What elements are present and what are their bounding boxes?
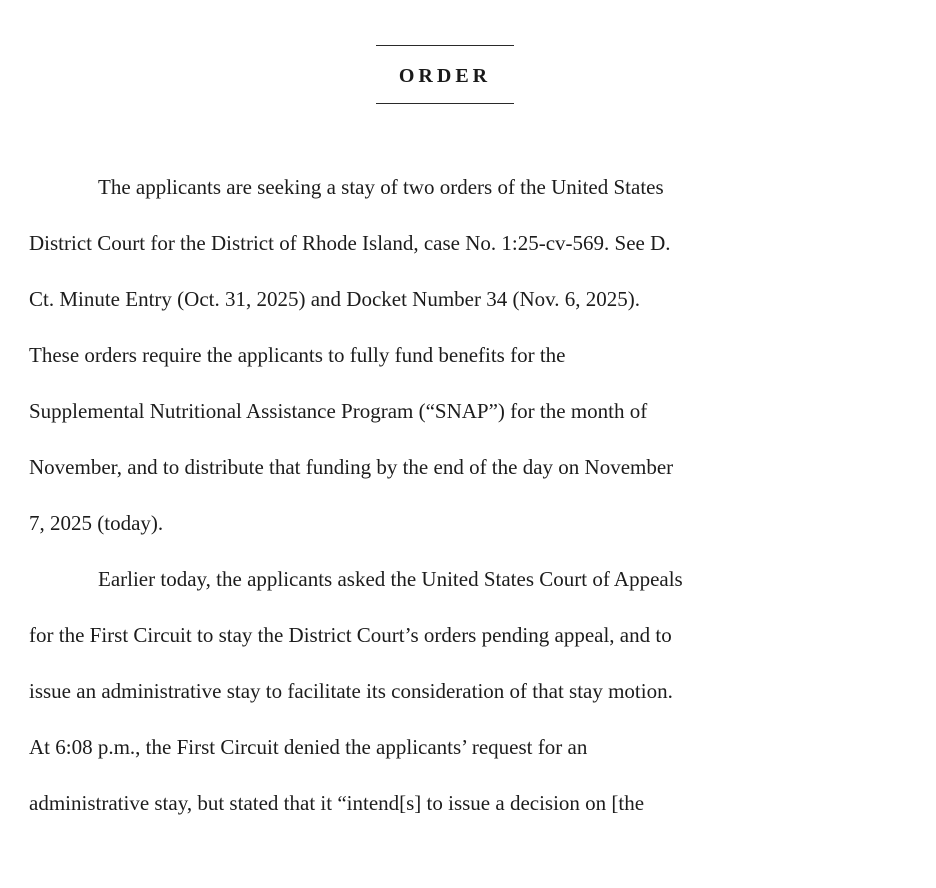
- order-heading: ORDER: [398, 65, 492, 87]
- order-heading-block: [376, 44, 514, 106]
- paragraph-1-line-5: Supplemental Nutritional Assistance Program (“SNAP”) for the month of: [29, 399, 648, 423]
- paragraph-2-line-2: for the First Circuit to stay the District Court’s orders pending appeal, and to: [29, 623, 672, 647]
- paragraph-2-line-1: Earlier today, the applicants asked the United States Court of Appeals: [98, 567, 683, 591]
- paragraph-1-line-2: District Court for the District of Rhode Island, case No. 1:25-cv-569. See D.: [29, 231, 671, 255]
- paragraph-1-line-4: These orders require the applicants to fully fund benefits for the: [29, 343, 566, 367]
- paragraph-2-line-3: issue an administrative stay to facilitate its consideration of that stay motion.: [29, 679, 673, 703]
- heading-top-rule: [376, 45, 514, 46]
- paragraph-1-line-6: November, and to distribute that funding by the end of the day on November: [29, 455, 674, 479]
- heading-bottom-rule: [376, 103, 514, 104]
- paragraph-1-line-3: Ct. Minute Entry (Oct. 31, 2025) and Docket Number 34 (Nov. 6, 2025).: [29, 287, 641, 311]
- paragraph-1-line-7: 7, 2025 (today).: [29, 511, 164, 535]
- paragraph-2-line-4: At 6:08 p.m., the First Circuit denied the applicants’ request for an: [29, 735, 588, 759]
- paragraph-1-line-1: The applicants are seeking a stay of two orders of the United States: [98, 175, 664, 199]
- paragraph-2-line-5: administrative stay, but stated that it “intend[s] to issue a decision on [the: [29, 791, 645, 815]
